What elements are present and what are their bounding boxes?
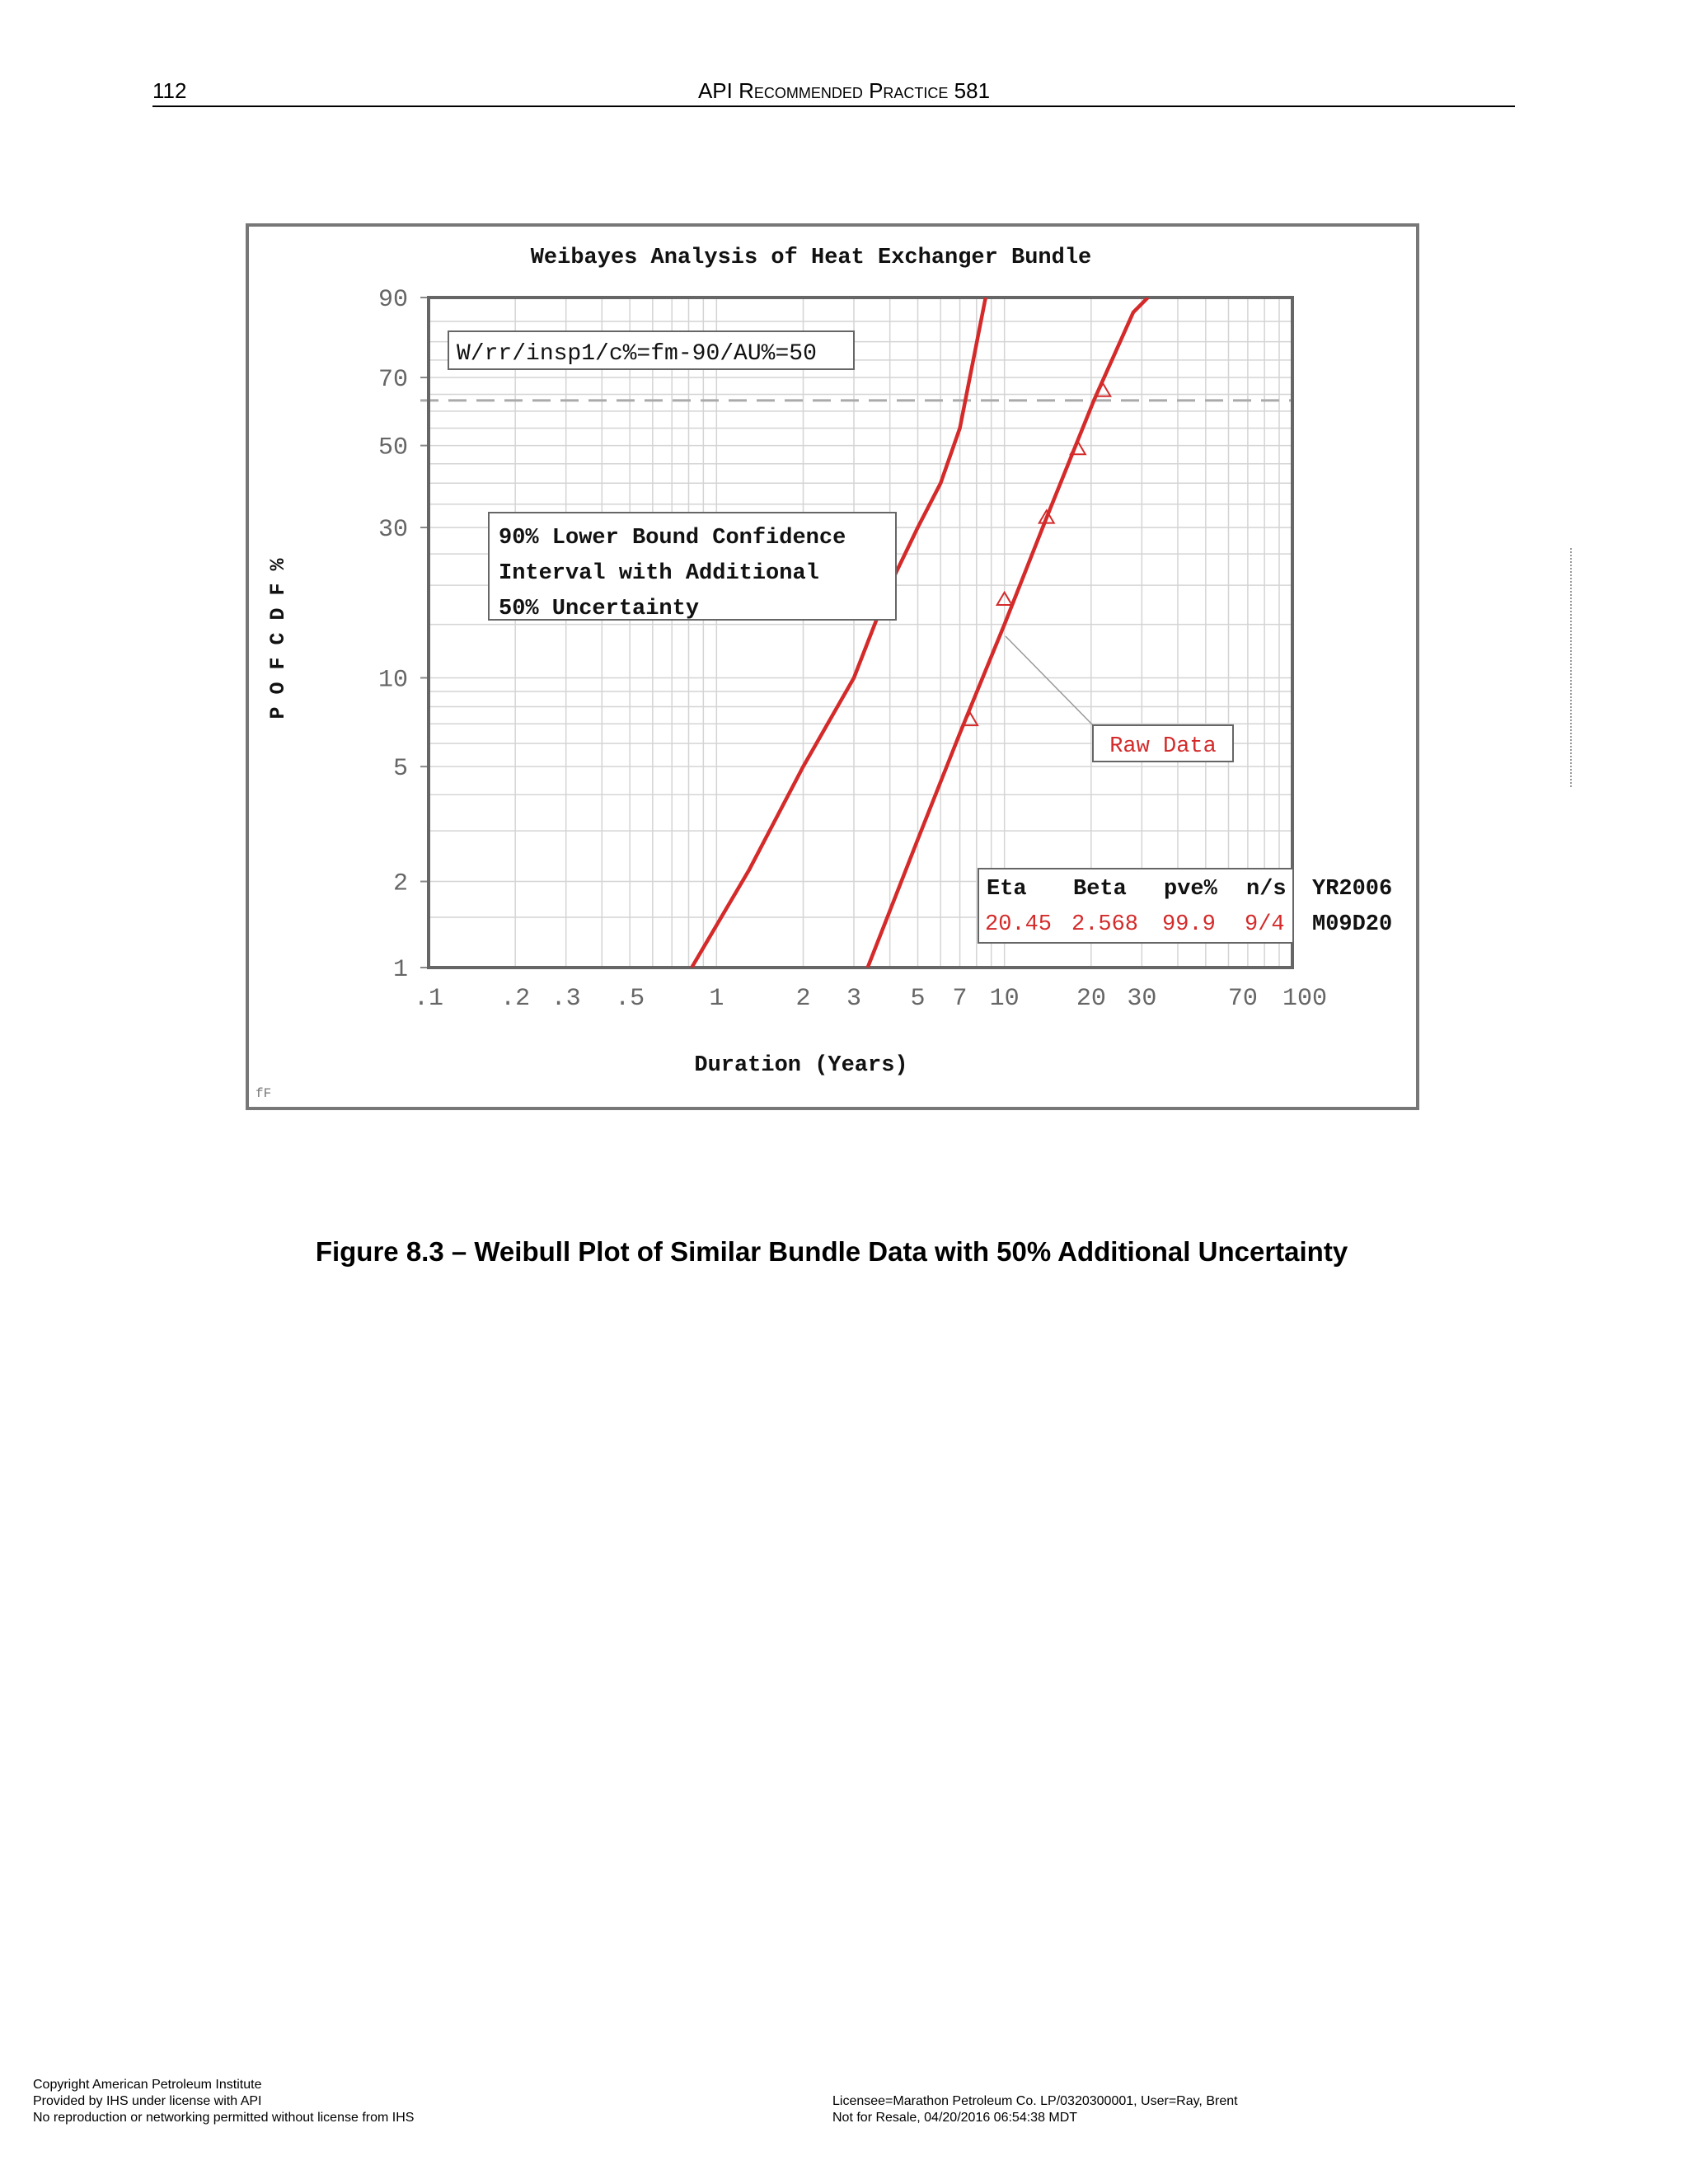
weibull-fit-line [868,298,1148,968]
x-tick-label: 7 [952,985,968,1013]
y-tick-label: 90 [377,286,408,314]
corner-mark: fF [256,1086,272,1101]
x-tick-label: 30 [1127,985,1157,1013]
x-tick-label: .1 [413,985,444,1013]
footer-left [33,2077,414,2126]
results-header: pve% [1164,877,1217,902]
results-header: Beta [1073,877,1127,902]
x-tick-label: .2 [500,985,531,1013]
figure-caption: Figure 8.3 – Weibull Plot of Similar Bundle Data with 50% Additional Uncertainty [315,1236,1348,1267]
chart-title: Weibayes Analysis of Heat Exchanger Bundle [530,246,1092,270]
x-tick-label: 100 [1282,985,1328,1013]
footer-left-line: Provided by IHS under license with API [33,2094,262,2108]
footer-right [832,2093,1238,2126]
header-rule [152,105,1515,107]
x-tick-label: 3 [846,985,862,1013]
y-tick-label: 1 [392,956,408,984]
results-value: 99.9 [1162,912,1216,937]
running-header: API Recommended Practice 581 [697,78,991,103]
side-marks [1570,548,1577,787]
settings-text: W/rr/insp1/c%=fm-90/AU%=50 [457,341,817,367]
x-tick-label: 1 [709,985,724,1013]
y-tick-label: 10 [377,666,408,695]
confidence-text: 50% Uncertainty [499,597,700,621]
x-axis-label: Duration (Years) [694,1053,908,1078]
results-header: n/s [1246,877,1287,902]
series-layer [692,298,1147,968]
x-tick-label: 2 [795,985,811,1013]
date-stamp-day: M09D20 [1312,912,1393,937]
x-tick-label: 5 [910,985,926,1013]
lower-bound-line [692,298,986,968]
results-value: 2.568 [1071,912,1139,937]
footer-left-line: Copyright American Petroleum Institute [33,2078,262,2092]
x-tick-label: .5 [615,985,645,1013]
date-stamp-year: YR2006 [1312,877,1393,902]
y-tick-label: 70 [377,366,408,395]
confidence-text: Interval with Additional [499,561,819,586]
results-value: 20.45 [985,912,1053,937]
x-tick-label: 70 [1227,985,1258,1013]
footer-left-line: No reproduction or networking permitted without license from IHS [33,2111,415,2125]
page-number: 112 [152,78,187,103]
y-tick-label: 5 [392,755,408,784]
raw-data-label: Raw Data [1109,734,1217,759]
plot-border [429,298,1292,968]
raw-data-leader [1006,636,1093,725]
confidence-text: 90% Lower Bound Confidence [499,526,846,551]
x-tick-label: .3 [551,985,581,1013]
x-tick-label: 10 [989,985,1020,1013]
y-tick-label: 30 [377,516,408,545]
footer-right-line: Licensee=Marathon Petroleum Co. LP/0320300001, User=Ray, Brent [832,2094,1238,2108]
x-tick-label: 20 [1076,985,1106,1013]
weibull-chart [249,227,1416,1107]
results-header: Eta [987,877,1027,902]
results-value: 9/4 [1245,912,1285,937]
annotations-layer [256,246,1392,1101]
chart-grid [420,298,1292,968]
footer-right-line: Not for Resale, 04/20/2016 06:54:38 MDT [832,2111,1078,2125]
y-axis-label: P O F C D F % [266,558,290,719]
figure-frame [246,223,1419,1110]
y-tick-label: 50 [377,434,408,462]
y-tick-label: 2 [392,869,408,898]
